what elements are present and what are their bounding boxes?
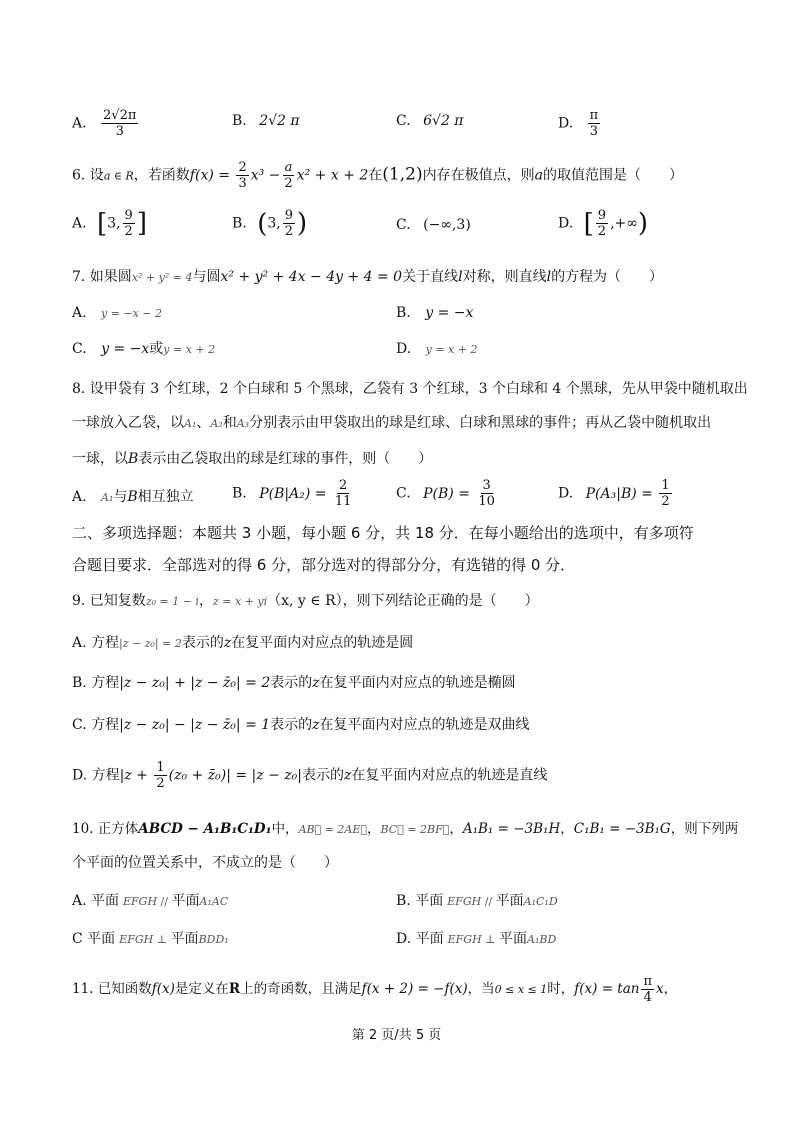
q6-stem: 6. 设a ∈ R，若函数f(x) = $\frac{2}{3}$ x³ − $\frac{a}{2}$ x² + x + 2在(1,2)内存在极值点，则a的取值范围是（ ） [72,160,683,191]
q9-option-b: B. 方程|z − z₀| + |z − z̄₀| = 2表示的z在复平面内对应点的轨迹是椭圆 [72,675,516,691]
q11-stem: 11. 已知函数f(x)是定义在R上的奇函数，且满足f(x + 2) = −f(x)，当0 ≤ x ≤ 1时，f(x) = tan $\frac{\pi}{4}$ x， [72,974,678,1005]
q5-option-b [232,110,300,132]
q7-option-b: B. y = −x [396,305,474,321]
q8-option-a: A. A₁与B相互独立 [72,489,194,505]
option-label: D. [558,115,574,132]
page-footer: 第 2 页/共 5 页 [351,1028,442,1043]
q9-option-a: A. 方程|z − z₀| = 2表示的z在复平面内对应点的轨迹是圆 [72,635,414,651]
q10-option-c: C 平面 EFGH ⊥ 平面BDD₁ [72,931,229,947]
option-label: A. [72,115,87,132]
q6-option-d: D. [ $\frac{9}{2}$ ,+∞) [558,208,649,239]
option-label: B. [232,113,247,129]
q7-option-d: D. y = x + 2 [396,341,478,357]
q8-line2: 一球放入乙袋，以A₁、A₂和A₃分别表示由甲袋取出的球是红球、白球和黑球的事件；再从乙袋中随机取出 [72,415,712,431]
q8-option-c: C. P(B) = $\frac{3}{10}$ [396,478,495,509]
option-math: $\frac{2√2\pi}{3}$ [103,108,137,139]
q6-option-b: B. (3, $\frac{9}{2}$ ) [232,208,308,239]
option-math: 2√2 π [259,113,300,129]
q8-option-b: B. P(B|A₂) = $\frac{2}{11}$ [232,478,352,509]
section-2-heading-line2: 合题目要求．全部选对的得 6 分，部分选对的得部分分，有选错的得 0 分． [72,556,576,574]
option-math: $\frac{\pi}{3}$ [589,108,599,139]
q10-option-d: D. 平面 EFGH ⊥ 平面A₁BD [396,931,557,947]
q5-option-c [396,110,464,132]
q8-line1: 8. 设甲袋有 3 个红球，2 个白球和 5 个黑球，乙袋有 3 个红球，3 个白球和 4 个黑球，先从甲袋中随机取出 [72,381,748,397]
q5-option-a [72,108,140,139]
option-label: C. [396,113,411,129]
q6-option-a: A. [3, $\frac{9}{2}$ ] [72,208,147,239]
q9-stem: 9. 已知复数z₀ = 1 − i，z = x + yi（x, y ∈ R），则下列结论正确的是（ ） [72,593,539,609]
q10-stem-line1: 10. 正方体ABCD − A₁B₁C₁D₁中，AB⃗ = 2AE⃗，BC⃗ = 2BF⃗，A₁B₁ = −3B₁H，C₁B₁ = −3B₁G，则下列两 [72,821,739,837]
q6-option-c: C. (−∞,3) [396,217,471,233]
q7-stem: 7. 如果圆x² + y² = 4与圆x² + y² + 4x − 4y + 4 = 0关于直线l对称，则直线l的方程为（ ） [72,269,664,285]
q8-line3: 一球，以B表示由乙袋取出的球是红球的事件，则（ ） [72,451,433,467]
q8-option-d: D. P(A₃|B) = $\frac{1}{2}$ [558,478,670,509]
q5-option-d [558,108,602,139]
q10-option-b: B. 平面 EFGH // 平面A₁C₁D [396,893,558,909]
q7-option-c: C. y = −x或y = x + 2 [72,341,216,357]
option-math: 6√2 π [423,113,464,129]
q10-stem-line2: 个平面的位置关系中，不成立的是（ ） [72,855,338,871]
section-2-heading-line1: 二、多项选择题：本题共 3 小题，每小题 6 分，共 18 分．在每小题给出的选项中，有多项符 [72,524,694,542]
q9-option-d: D. 方程|z + $\frac{1}{2}$ (z₀ + z̄₀)| = |z − z₀|表示的z在复平面内对应点的轨迹是直线 [72,760,548,791]
q10-option-a: A. 平面 EFGH // 平面A₁AC [72,893,229,909]
q7-option-a: A. y = −x − 2 [72,305,163,321]
q9-option-c: C. 方程|z − z₀| − |z − z̄₀| = 1表示的z在复平面内对应点的轨迹是双曲线 [72,717,530,733]
